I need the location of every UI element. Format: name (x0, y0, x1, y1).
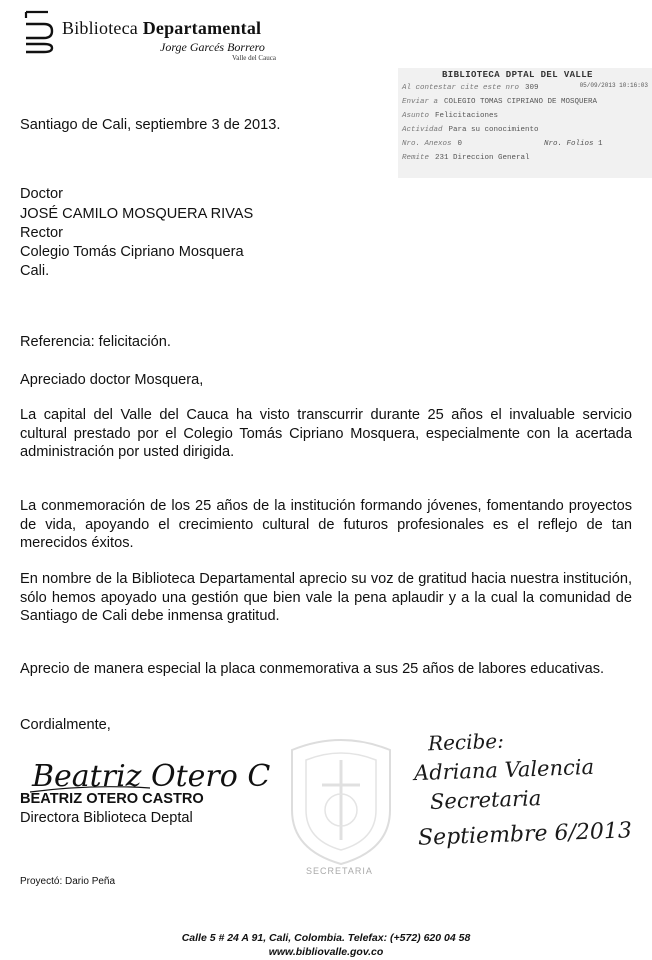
letter-paragraph: La conmemoración de los 25 años de la institución formando jóvenes, fomentando proyectos de vida, apoyando el crecimiento cultural de futuros profesionales es el reflejo de tan merecidos éxitos. (20, 498, 632, 551)
secretary-seal-icon (282, 730, 400, 870)
footer-address: Calle 5 # 24 A 91, Cali, Colombia. Telefax: (+572) 620 04 58 (181, 932, 471, 944)
stamp-row: Remite 231 Direccion General (402, 154, 530, 162)
letter-paragraph: Aprecio de manera especial la placa conmemorativa a sus 25 años de labores educativas. (20, 661, 605, 677)
letter-closing: Cordialmente, (20, 717, 111, 733)
recipient-line: Doctor (20, 186, 63, 202)
stamp-title: BIBLIOTECA DPTAL DEL VALLE (442, 70, 593, 80)
signer-title: Directora Biblioteca Deptal (20, 810, 193, 826)
stamp-row: Nro. Anexos 0 (402, 140, 463, 148)
receipt-line: Adriana Valencia (413, 754, 595, 786)
stamp-folios: Nro. Folios 1 (544, 140, 603, 148)
recipient-line: JOSÉ CAMILO MOSQUERA RIVAS (20, 206, 254, 222)
letter-date: Santiago de Cali, septiembre 3 de 2013. (20, 117, 281, 133)
projected-by: Proyectó: Dario Peña (20, 876, 116, 887)
letter-paragraph: La capital del Valle del Cauca ha visto transcurrir durante 25 años el invaluable servicio cultural prestado por el Colegio Tomás Cipriano Mosquera, especialmente con la acertada administración por usted dirigida. (20, 407, 632, 460)
receipt-line: Secretaria (429, 786, 542, 814)
letter-reference: Referencia: felicitación. (20, 334, 171, 350)
stamp-date: 05/09/2013 10:16:03 (579, 82, 648, 89)
footer-website: www.bibliovalle.gov.co (268, 946, 384, 958)
recipient-line: Cali. (20, 263, 50, 279)
library-logo-icon (22, 8, 56, 54)
svg-text:Beatriz Otero C: Beatriz Otero C (32, 759, 271, 794)
filing-stamp (398, 68, 652, 178)
receipt-line: Septiembre 6/2013 (417, 818, 633, 851)
seal-label: SECRETARIA (306, 866, 373, 876)
stamp-row: Al contestar cite este nro 309 (402, 84, 539, 92)
letterhead-title: Biblioteca Departamental (62, 18, 262, 38)
letter-paragraph: En nombre de la Biblioteca Departamental aprecio su voz de gratitud hacia nuestra institución, sólo hemos apoyado una gestión que bien vale la pena aplaudir y a la cual la comunidad de Santiago de Cali debe inmensa gratitud. (20, 571, 632, 624)
receipt-line: Recibe: (427, 728, 505, 756)
recipient-line: Colegio Tomás Cipriano Mosquera (20, 244, 244, 260)
stamp-row: Actividad Para su conocimiento (402, 126, 539, 134)
recipient-line: Rector (20, 225, 63, 241)
signer-name: BEATRIZ OTERO CASTRO (20, 791, 204, 807)
stamp-row: Asunto Felicitaciones (402, 112, 499, 120)
letterhead-place: Valle del Cauca (232, 54, 276, 62)
stamp-row: Enviar a COLEGIO TOMAS CIPRIANO DE MOSQUERA (402, 98, 598, 106)
letter-salutation: Apreciado doctor Mosquera, (20, 372, 204, 388)
letterhead-name: Jorge Garcés Borrero (160, 40, 265, 54)
